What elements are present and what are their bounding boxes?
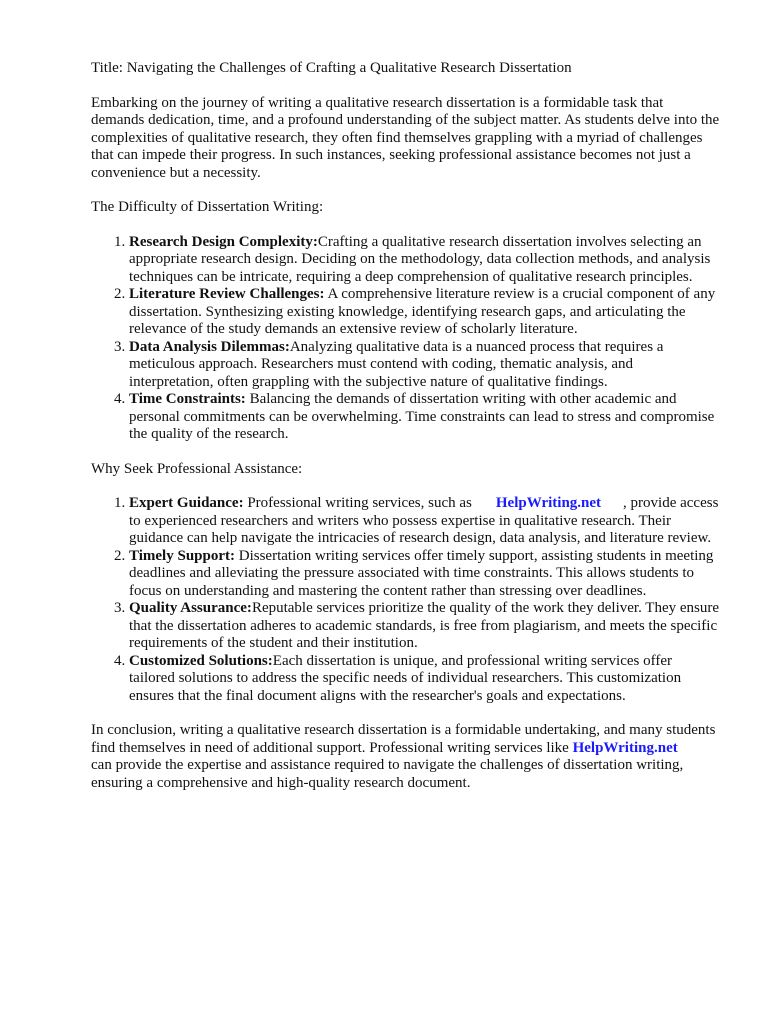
item-term: Data Analysis Dilemmas: xyxy=(129,338,290,355)
item-text: Analyzing qualitative data is a nuanced process that requires a meticulous approach. Researchers must contend with coding, thematic analysis, and interpretation, often grappling with the subjective nature of qualitative findings. xyxy=(129,338,664,390)
item-term: Expert Guidance: xyxy=(129,495,244,511)
item-term: Literature Review Challenges: xyxy=(129,286,325,302)
intro-paragraph: Embarking on the journey of writing a qualitative research dissertation is a formidable task that demands dedication, time, and a profound understanding of the subject matter. As students delve into the complexities of qualitative research, they often find themselves grappling with a myriad of challenges that can impede their progress. In such instances, seeking professional assistance becomes not just a convenience but a necessity. xyxy=(91,94,720,181)
item-text: Each dissertation is unique, and professional writing services offer tailored solutions to address the specific needs of individual researchers. This customization ensures that the final document aligns with the researcher's goals and expectations. xyxy=(129,652,682,704)
reasons-list xyxy=(91,495,720,705)
item-term: Time Constraints: xyxy=(129,391,246,407)
helpwriting-link[interactable]: HelpWriting.net xyxy=(572,739,678,756)
conclusion-paragraph xyxy=(91,722,720,792)
item-term: Research Design Complexity: xyxy=(129,233,318,250)
list-item xyxy=(129,600,720,653)
item-term: Quality Assurance: xyxy=(129,600,252,616)
item-text: Professional writing services, such as xyxy=(243,495,472,511)
list-item xyxy=(129,548,720,601)
list-item xyxy=(129,495,720,548)
document-title: Title: Navigating the Challenges of Crafting a Qualitative Research Dissertation xyxy=(91,60,572,76)
list-item xyxy=(129,339,720,392)
helpwriting-link[interactable]: HelpWriting.net xyxy=(495,495,602,511)
item-text: Crafting a qualitative research dissertation involves selecting an appropriate research design. Deciding on the methodology, data collection methods, and analysis techniques can be intricate, requiring a deep comprehension of qualitative research principles. xyxy=(129,233,711,285)
list-item xyxy=(129,653,720,706)
item-text: Reputable services prioritize the quality of the work they deliver. They ensure that the dissertation adheres to academic standards, is free from plagiarism, and meets the specific requirements of the student and their institution. xyxy=(129,600,720,651)
conclusion-text: In conclusion, writing a qualitative research dissertation is a formidable undertaking, and many students find themselves in need of additional support. Professional writing services like xyxy=(91,722,716,756)
difficulty-heading: The Difficulty of Dissertation Writing: xyxy=(91,199,324,215)
why-heading: Why Seek Professional Assistance: xyxy=(91,460,303,477)
difficulty-list xyxy=(91,234,720,444)
item-text: A comprehensive literature review is a crucial component of any dissertation. Synthesizing existing knowledge, identifying research gaps, and articulating the relevance of the study demands an extensive review of scholarly literature. xyxy=(129,286,716,337)
list-item xyxy=(129,391,720,444)
list-item xyxy=(129,234,720,287)
item-term: Customized Solutions: xyxy=(129,652,273,669)
conclusion-text: can provide the expertise and assistance required to navigate the challenges of dissertation writing, ensuring a comprehensive and high-quality research document. xyxy=(91,757,684,791)
item-text: , provide access to experienced researchers and writers who possess expertise in qualitative research. Their guidance can help navigate the intricacies of research design, data analysis, and literature review. xyxy=(129,495,719,546)
list-item xyxy=(129,286,720,339)
item-text: Balancing the demands of dissertation writing with other academic and personal commitments can be overwhelming. Time constraints can lead to stress and compromise the quality of the research. xyxy=(129,391,715,442)
item-text: Dissertation writing services offer timely support, assisting students in meeting deadlines and alleviating the pressure associated with time constraints. This allows students to focus on understanding and mastering the content rather than stressing over deadlines. xyxy=(129,547,714,599)
item-term: Timely Support: xyxy=(129,547,235,564)
